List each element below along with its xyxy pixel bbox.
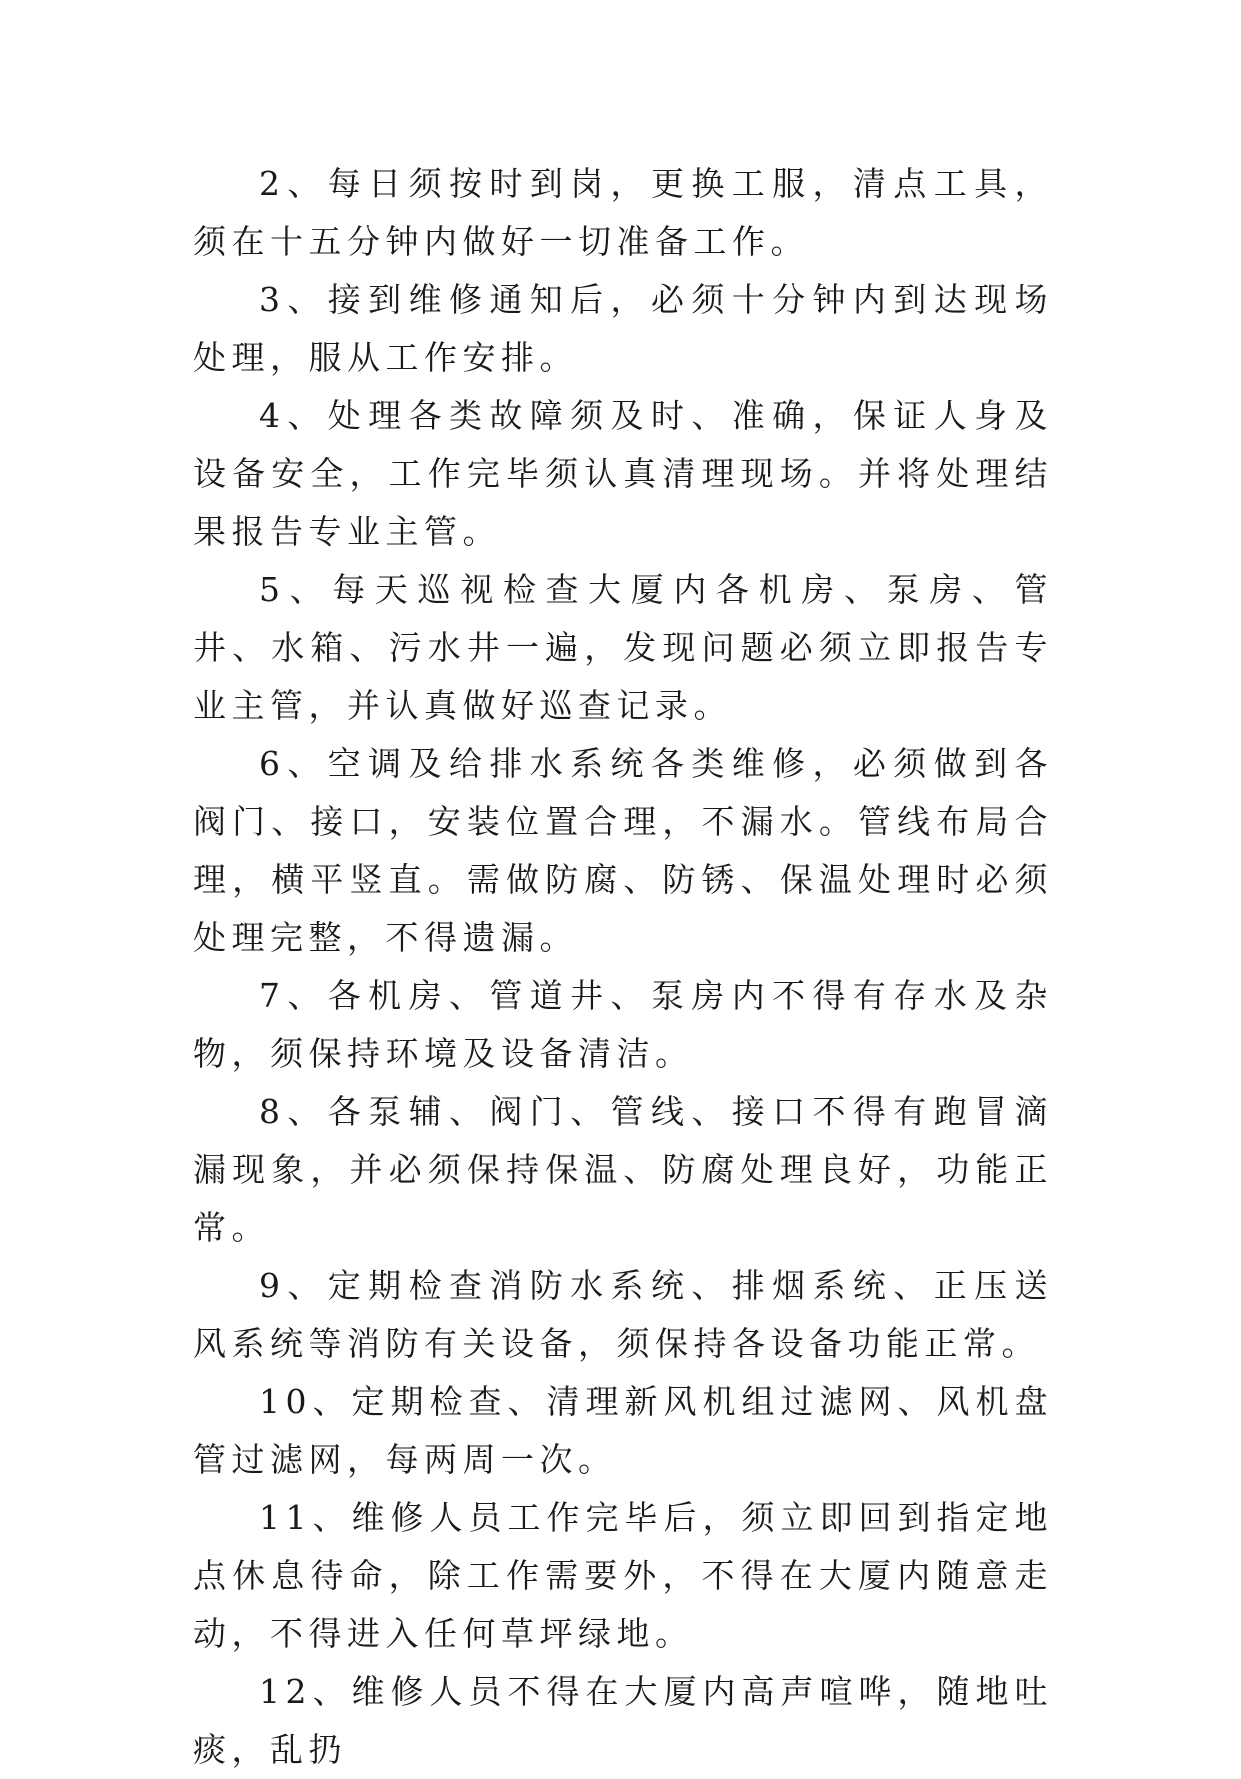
- paragraph-item-4: 4、处理各类故障须及时、准确，保证人身及设备安全，工作完毕须认真清理现场。并将处理结果报告专业主管。: [193, 396, 1053, 551]
- paragraph-item-10: 10、定期检查、清理新风机组过滤网、风机盘管过滤网，每两周一次。: [193, 1382, 1053, 1479]
- paragraph-item-8: 8、各泵辅、阀门、管线、接口不得有跑冒滴漏现象，并必须保持保温、防腐处理良好，功能正常。: [193, 1092, 1053, 1247]
- paragraph-item-9: 9、定期检查消防水系统、排烟系统、正压送风系统等消防有关设备，须保持各设备功能正常。: [193, 1266, 1053, 1363]
- document-body: [193, 155, 1053, 1779]
- paragraph-item-12: 12、维修人员不得在大厦内高声喧哗，随地吐痰，乱扔: [193, 1672, 1053, 1769]
- paragraph-item-3: 3、接到维修通知后，必须十分钟内到达现场处理，服从工作安排。: [193, 280, 1053, 377]
- paragraph-item-6: 6、空调及给排水系统各类维修，必须做到各阀门、接口，安装位置合理，不漏水。管线布局合理，横平竖直。需做防腐、防锈、保温处理时必须处理完整，不得遗漏。: [193, 744, 1053, 957]
- paragraph-item-7: 7、各机房、管道井、泵房内不得有存水及杂物，须保持环境及设备清洁。: [193, 976, 1053, 1073]
- paragraph-item-2: 2、每日须按时到岗，更换工服，清点工具，须在十五分钟内做好一切准备工作。: [193, 164, 1053, 261]
- paragraph-item-5: 5、每天巡视检查大厦内各机房、泵房、管井、水箱、污水井一遍，发现问题必须立即报告专业主管，并认真做好巡查记录。: [193, 570, 1053, 725]
- paragraph-item-11: 11、维修人员工作完毕后，须立即回到指定地点休息待命，除工作需要外，不得在大厦内随意走动，不得进入任何草坪绿地。: [193, 1498, 1053, 1653]
